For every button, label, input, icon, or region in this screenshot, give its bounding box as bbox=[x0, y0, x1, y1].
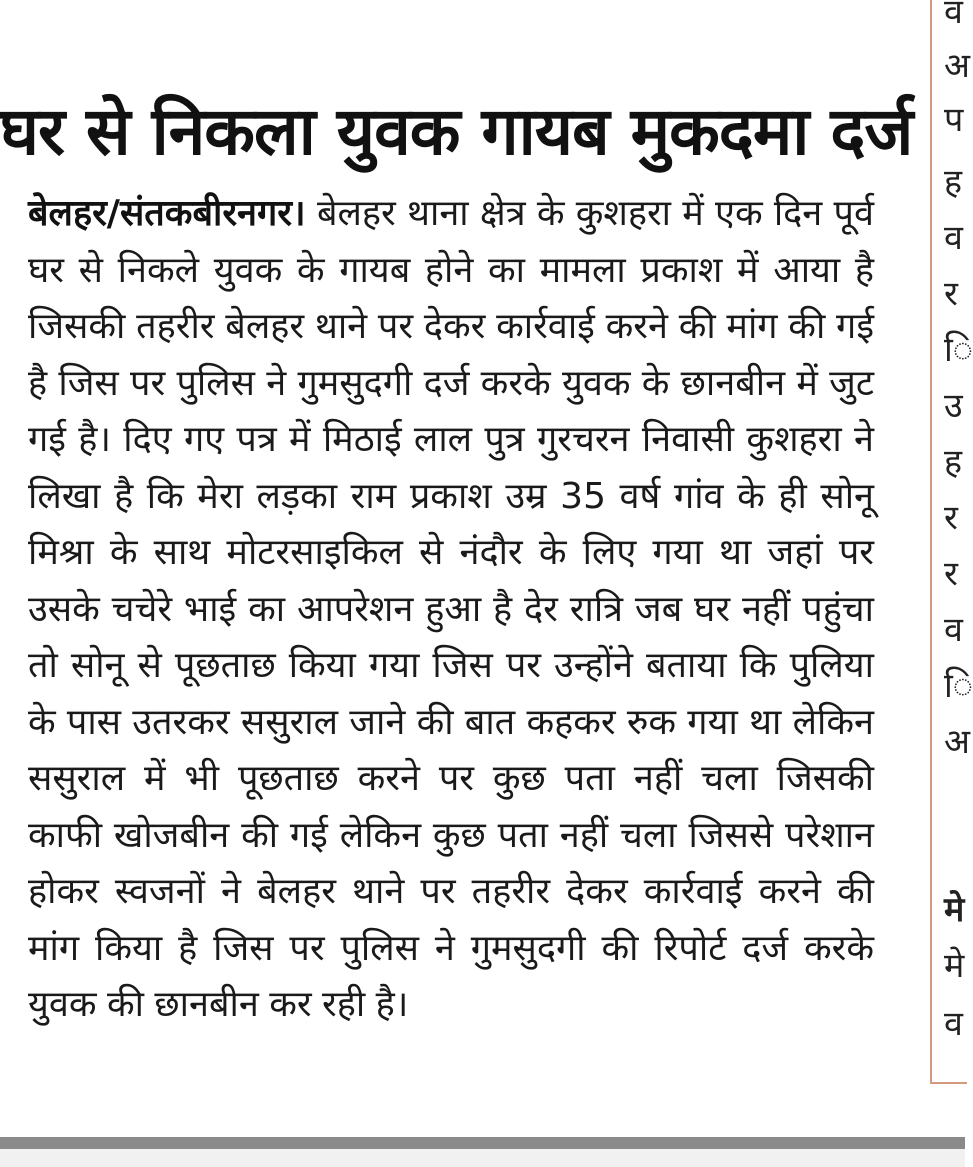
column-fragment: व bbox=[944, 218, 963, 258]
body-text: बेलहर थाना क्षेत्र के कुशहरा में एक दिन पूर्व घर से निकले युवक के गायब होने का मामला प्रकाश में आया है जिसकी तहरीर बेलहर थाने पर देकर कार्रवाई करने की मांग की गई है जिस पर पुलिस ने गुमसुदगी दर्ज करके युवक के छानबीन में जुट गई है। दिए गए पत्र में मिठाई लाल पुत्र गुरचरन निवासी कुशहरा ने लिखा है कि मेरा लड़का राम प्रकाश उम्र 35 वर्ष गांव के ही सोनू मिश्रा के साथ मोटरसाइकिल से नंदौर के लिए गया था जहां पर उसके चचेरे भाई का आपरेशन हुआ है देर रात्रि जब घर नहीं पहुंचा तो सोनू से पूछताछ किया गया जिस पर उन्होंने बताया कि पुलिया के पास उतरकर ससुराल जाने की बात कहकर रुक गया था लेकिन ससुराल में भी पूछताछ करने पर कुछ पता नहीं चला जिसकी काफी खोजबीन की गई लेकिन कुछ पता नहीं चला जिससे परेशान होकर स्वजनों ने बेलहर थाने पर तहरीर देकर कार्रवाई करने की मांग किया है जिस पर पुलिस ने गुमसुदगी की रिपोर्ट दर्ज करके युवक की छानबीन कर रही है। bbox=[28, 193, 874, 1025]
column-fragment: प bbox=[944, 100, 964, 140]
footer-shade bbox=[0, 1149, 965, 1167]
column-fragment: मे bbox=[944, 946, 965, 986]
column-fragment: र bbox=[944, 498, 958, 538]
adjacent-column-fragment bbox=[930, 0, 973, 1084]
column-fragment: अ bbox=[944, 46, 970, 86]
column-fragment: र bbox=[944, 554, 958, 594]
column-fragment: मे bbox=[944, 890, 965, 930]
column-fragment: अ bbox=[944, 722, 970, 762]
footer-divider bbox=[0, 1137, 965, 1149]
column-fragment: ि bbox=[944, 330, 973, 370]
column-fragment: उ bbox=[944, 386, 963, 426]
column-fragment: ह bbox=[944, 442, 963, 482]
dateline: बेलहर/संतकबीरनगर। bbox=[28, 193, 306, 234]
article-body bbox=[28, 186, 874, 1034]
column-fragment: ह bbox=[944, 162, 963, 202]
column-fragment: व bbox=[944, 0, 963, 32]
column-fragment: र bbox=[944, 274, 958, 314]
column-fragment: व bbox=[944, 1004, 963, 1044]
column-fragment: व bbox=[944, 610, 963, 650]
column-fragment: ि bbox=[944, 666, 973, 706]
headline: घर से निकला युवक गायब मुकदमा दर्ज bbox=[0, 93, 913, 171]
